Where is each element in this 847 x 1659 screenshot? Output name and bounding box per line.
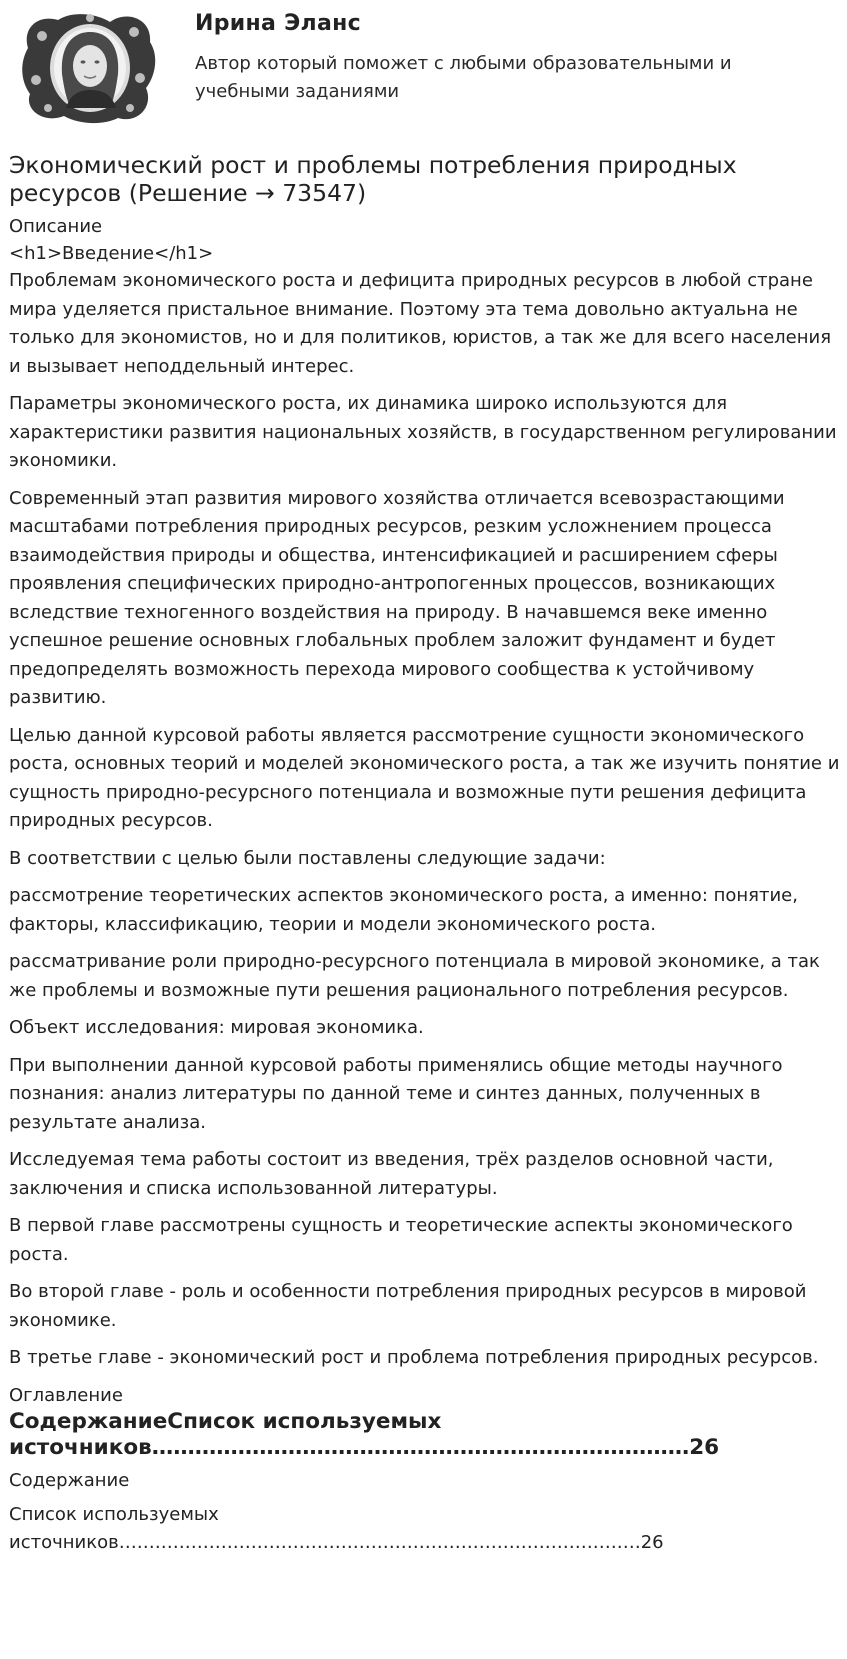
paragraph: В соответствии с целью были поставлены следующие задачи: (9, 847, 606, 869)
author-avatar (18, 8, 158, 126)
paragraph: Исследуемая тема работы состоит из введения, трёх разделов основной части, заключения и списка использованной литературы. (9, 1149, 774, 1199)
paragraph: Целью данной курсовой работы является рассмотрение сущности экономического роста, основных теорий и моделей экономического роста, а так же изучить понятие и сущность природно-ресурсного потенциала и возможные пути решения дефицита природных ресурсов. (9, 724, 840, 831)
author-card (9, 0, 838, 140)
author-name: Ирина Эланс (195, 11, 361, 36)
paragraph: Параметры экономического роста, их динамика широко используются для характеристики развития национальных хозяйств, в государственном регулировании экономики. (9, 393, 837, 471)
intro-heading-raw: <h1>Введение</h1> (9, 243, 214, 264)
paragraph: рассматривание роли природно-ресурсного потенциала в мировой экономике, а так же проблемы и возможные пути решения рационального потребления ресурсов. (9, 951, 820, 1001)
description-body (9, 267, 844, 1373)
toc-heading: Оглавление (9, 1384, 123, 1406)
description-label: Описание (9, 216, 103, 237)
page-title: Экономический рост и проблемы потребления природных ресурсов (Решение → 73547) (9, 151, 737, 207)
paragraph: В третье главе - экономический рост и проблема потребления природных ресурсов. (9, 1347, 819, 1368)
toc-bold-entry: СодержаниеСписок используемых источников…………………………………………………………………26 (9, 1408, 720, 1460)
toc-plain-heading: Содержание (9, 1469, 130, 1491)
paragraph: рассмотрение теоретических аспектов экономического роста, а именно: понятие, факторы, классификацию, теории и модели экономического роста. (9, 885, 798, 935)
paragraph: Во второй главе - роль и особенности потребления природных ресурсов в мировой экономике. (9, 1281, 807, 1331)
paragraph: В первой главе рассмотрены сущность и теоретические аспекты экономического роста. (9, 1215, 793, 1265)
paragraph: Проблемам экономического роста и дефицита природных ресурсов в любой стране мира уделяется пристальное внимание. Поэтому эта тема довольно актуальна не только для экономистов, но и для политиков, юристов, а так же для всего населения и вызывает неподдельный интерес. (9, 270, 832, 377)
paragraph: При выполнении данной курсовой работы применялись общие методы научного познания: анализ литературы по данной теме и синтез данных, полученных в результате анализа. (9, 1054, 783, 1133)
author-description: Автор который поможет с любыми образовательными и учебными заданиями (195, 53, 732, 102)
toc-plain-entry: Список используемых источников……………………………………………………………………………26 (9, 1503, 664, 1553)
paragraph: Современный этап развития мирового хозяйства отличается всевозрастающими масштабами потребления природных ресурсов, резким усложнением процесса взаимодействия природы и общества, интенсификацией и расширением сферы проявления специфических природно-антропогенных процессов, возникающих вследствие техногенного воздействия на природу. В начавшемся веке именно успешное решение основных глобальных проблем заложит фундамент и будет предопределять возможность перехода мирового сообщества к устойчивому развитию. (9, 487, 785, 708)
paragraph: Объект исследования: мировая экономика. (9, 1017, 424, 1038)
